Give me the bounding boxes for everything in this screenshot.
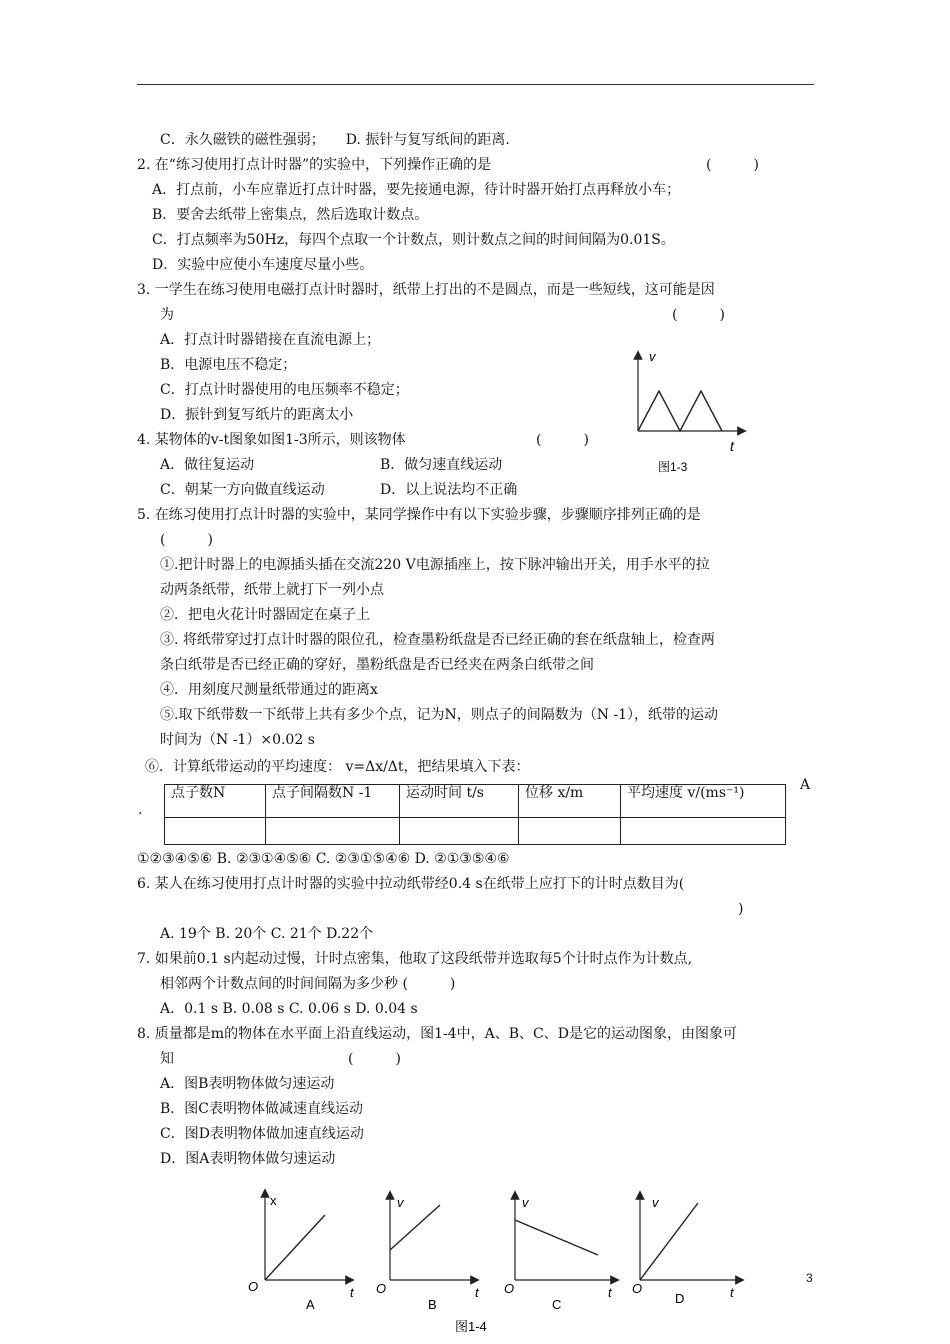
table-header-row	[165, 785, 786, 818]
step-3-cont: 条白纸带是否已经正确的穿好，墨粉纸盘是否已经夹在两条白纸带之间	[160, 657, 594, 673]
step-2: ②．把电火花计时器固定在桌子上	[160, 607, 370, 623]
vt-line	[638, 391, 722, 431]
table-header-cell: 点子间隔数N -1	[266, 785, 400, 818]
option-d: D．实验中应使小车速度尽量小些。	[152, 257, 374, 273]
answer-paren: ( )	[672, 307, 725, 323]
option-d: D．图A表明物体做匀速运动	[160, 1151, 336, 1167]
y-label: v	[522, 1195, 529, 1210]
figure-1-3	[620, 345, 760, 480]
data-table	[164, 784, 786, 845]
answer-paren: )	[738, 901, 744, 917]
graph-line	[265, 1215, 325, 1280]
option-c: C．打点计时器使用的电压频率不稳定；	[160, 382, 409, 398]
step-3: ③. 将纸带穿过打点计时器的限位孔，检查墨粉纸盘是否已经正确的套在纸盘轴上，检查两	[160, 632, 715, 648]
step-1-cont: 动两条纸带，纸带上就打下一列小点	[160, 582, 384, 598]
option-b: B．要舍去纸带上密集点，然后选取计数点。	[152, 207, 429, 223]
y-label: x	[270, 1193, 277, 1208]
panel-d	[632, 1195, 740, 1306]
table-cell	[266, 818, 400, 845]
option-a-letter: A	[800, 777, 811, 793]
figure-1-4	[240, 1185, 760, 1340]
q5-options: ①②③④⑤⑥ B. ②③①④⑤⑥ C. ②③①⑤④⑥ D. ②①③⑤④⑥	[137, 851, 510, 867]
y-label: v	[397, 1195, 404, 1210]
t-label: t	[608, 1285, 612, 1300]
figure-caption: 图1-3	[658, 460, 688, 474]
table-cell	[400, 818, 519, 845]
option-c: C．打点频率为50Hz，每四个点取一个计数点，则计数点之间的时间间隔为0.01S。	[152, 232, 675, 248]
option-b: B．电源电压不稳定；	[160, 357, 297, 373]
table-header-cell: 平均速度 v/(ms⁻¹)	[621, 785, 786, 818]
origin-label: O	[248, 1279, 259, 1294]
panel-b	[376, 1195, 480, 1312]
option-b: B．图C表明物体做减速直线运动	[160, 1101, 363, 1117]
table-cell	[621, 818, 786, 845]
question-6: 6. 某人在练习使用打点计时器的实验中拉动纸带经0.4 s在纸带上应打下的计时点数目为(	[137, 876, 685, 892]
header-rule	[137, 84, 814, 85]
panel-label: A	[306, 1297, 315, 1312]
table-header-cell: 位移 x/m	[519, 785, 621, 818]
graph-line	[515, 1220, 598, 1255]
panel-label: D	[675, 1291, 685, 1306]
answer-paren: ( )	[348, 1051, 401, 1067]
question-7: 7. 如果前0.1 s内起动过慢，计时点密集，他取了这段纸带并选取每5个计时点作为计数点,	[137, 951, 693, 967]
v-label: v	[649, 349, 656, 364]
page-number: 3	[806, 1271, 813, 1285]
t-label: t	[730, 438, 734, 454]
option-b: B．做匀速直线运动	[380, 457, 503, 473]
question-3: 3. 一学生在练习使用电磁打点计时器时，纸带上打出的不是圆点，而是一些短线，这可能是因	[137, 282, 715, 298]
graph-line	[640, 1203, 698, 1280]
step-6: ⑥．计算纸带运动的平均速度： v=Δx/Δt，把结果填入下表：	[145, 759, 530, 775]
option-c: C．朝某一方向做直线运动	[160, 482, 325, 498]
table-header-cell: 点子数N	[165, 785, 266, 818]
step-4: ④．用刻度尺测量纸带通过的距离x	[160, 682, 378, 698]
table-cell	[165, 818, 266, 845]
option-a: A．图B表明物体做匀速运动	[160, 1076, 335, 1092]
panel-c	[504, 1195, 615, 1312]
answer-paren: ( )	[706, 157, 759, 173]
question-4: 4. 某物体的v-t图象如图1-3所示，则该物体	[137, 432, 406, 448]
question-8: 8. 质量都是m的物体在水平面上沿直线运动，图1-4中，A、B、C、D是它的运动图象，由图象可	[137, 1026, 737, 1042]
y-label: v	[652, 1195, 659, 1210]
question-8-cont: 知	[160, 1051, 174, 1067]
q7-options: A．0.1 s B. 0.08 s C. 0.06 s D. 0.04 s	[160, 1001, 418, 1017]
origin-label: O	[376, 1281, 387, 1296]
table-row	[165, 818, 786, 845]
q6-options: A. 19个 B. 20个 C. 21个 D.22个	[160, 926, 374, 942]
figure-caption: 图1-4	[455, 1319, 487, 1334]
panel-a	[248, 1193, 355, 1312]
option-a: A．打点前，小车应靠近打点计时器，要先接通电源，待计时器开始打点再释放小车；	[152, 182, 681, 198]
question-3-cont: 为	[160, 307, 174, 323]
option-c: C．图D表明物体做加速直线运动	[160, 1126, 364, 1142]
graph-line	[390, 1205, 440, 1250]
panel-label: C	[552, 1297, 562, 1312]
origin-label: O	[504, 1281, 515, 1296]
t-label: t	[350, 1285, 354, 1300]
option-d: D．振针到复写纸片的距离太小	[160, 407, 354, 423]
option-a-dot: .	[138, 802, 143, 818]
answer-paren: ( )	[536, 432, 589, 448]
answer-paren: ( )	[160, 532, 213, 548]
step-5-cont: 时间为（N -1）×0.02 s	[160, 732, 315, 748]
option-a: A．打点计时器错接在直流电源上；	[160, 332, 381, 348]
question-2: 2. 在“练习使用打点计时器”的实验中，下列操作正确的是	[137, 157, 492, 173]
question-7-cont: 相邻两个计数点间的时间间隔为多少秒 ( )	[160, 976, 456, 992]
step-5: ⑤.取下纸带数一下纸带上共有多少个点，记为N，则点子的间隔数为（N -1），纸带的运动	[160, 707, 719, 723]
option-a: A．做往复运动	[160, 457, 255, 473]
t-label: t	[730, 1285, 734, 1300]
panel-label: B	[428, 1297, 437, 1312]
origin-label: O	[632, 1281, 643, 1296]
question-5: 5. 在练习使用打点计时器的实验中，某同学操作中有以下实验步骤，步骤顺序排列正确的是	[137, 507, 701, 523]
t-label: t	[475, 1285, 479, 1300]
step-1: ①.把计时器上的电源插头插在交流220 V电源插座上，按下脉冲输出开关，用手水平的拉	[160, 557, 710, 573]
table-cell	[519, 818, 621, 845]
table-header-cell: 运动时间 t/s	[400, 785, 519, 818]
option-d: D．以上说法均不正确	[380, 482, 518, 498]
q1-options-cd: C．永久磁铁的磁性强弱； D. 振针与复写纸间的距离.	[160, 132, 510, 148]
